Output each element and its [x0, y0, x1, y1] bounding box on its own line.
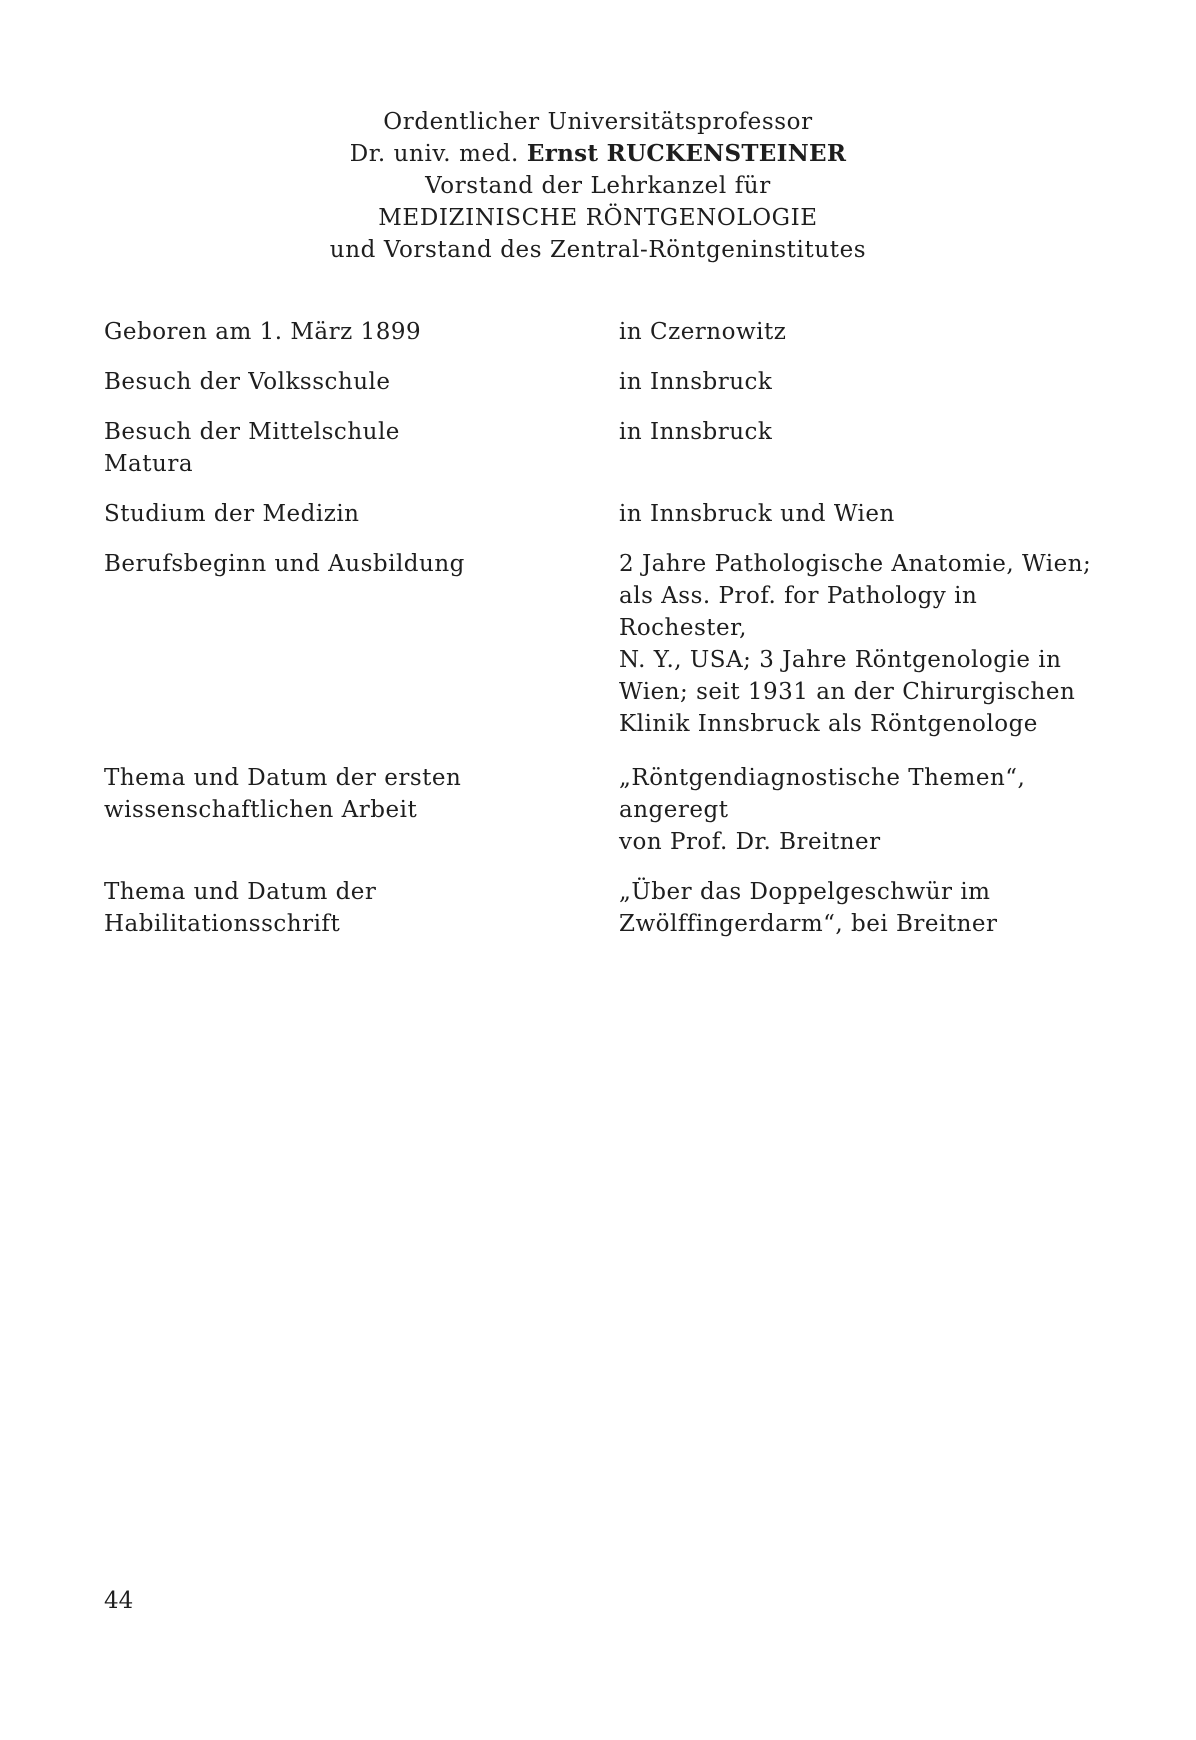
cv-label: Thema und Datum der ersten wissenschaftlichen Arbeit [104, 765, 462, 823]
header-title-line: Ordentlicher Universitätsprofessor [383, 109, 813, 135]
cv-value: in Innsbruck [619, 419, 773, 445]
header-institute-line: und Vorstand des Zentral-Röntgeninstitutes [329, 237, 867, 263]
cv-label: Studium der Medizin [104, 501, 360, 527]
cv-value: in Innsbruck und Wien [619, 501, 895, 527]
header-person-name: Ernst RUCKENSTEINER [526, 140, 847, 167]
cv-value: in Innsbruck [619, 369, 773, 395]
cv-row-career [104, 548, 1104, 740]
header-degree: Dr. univ. med. [349, 141, 519, 167]
cv-row-first-paper [104, 762, 1104, 858]
header-position-line: Vorstand der Lehrkanzel für [425, 173, 771, 199]
cv-value: „Röntgendiagnostische Themen“, angeregt von Prof. Dr. Breitner [619, 765, 1026, 855]
header-department-line: MEDIZINISCHE RÖNTGENOLOGIE [378, 205, 818, 231]
cv-value: 2 Jahre Pathologische Anatomie, Wien; als Ass. Prof. for Pathology in Rochester, N. Y., USA; 3 Jahre Röntgenologie in Wien; seit 1931 an der Chirurgischen Klinik Innsbruck als Röntgenologe [619, 551, 1092, 737]
header-name-line [0, 138, 1196, 170]
cv-value: in Czernowitz [619, 319, 787, 345]
cv-label: Geboren am 1. März 1899 [104, 319, 422, 345]
cv-row-primary-school [104, 366, 1104, 398]
cv-value: „Über das Doppelgeschwür im Zwölffingerdarm“, bei Breitner [619, 879, 998, 937]
cv-row-birth [104, 316, 1104, 348]
cv-label: Berufsbeginn und Ausbildung [104, 551, 465, 577]
cv-table [104, 316, 1104, 958]
page-number: 44 [104, 1588, 134, 1614]
cv-label: Besuch der Mittelschule Matura [104, 419, 400, 477]
cv-row-secondary-school [104, 416, 1104, 480]
cv-label: Thema und Datum der Habilitationsschrift [104, 879, 377, 937]
cv-label: Besuch der Volksschule [104, 369, 391, 395]
document-header [0, 106, 1196, 266]
cv-row-habilitation [104, 876, 1104, 940]
cv-row-studies [104, 498, 1104, 530]
